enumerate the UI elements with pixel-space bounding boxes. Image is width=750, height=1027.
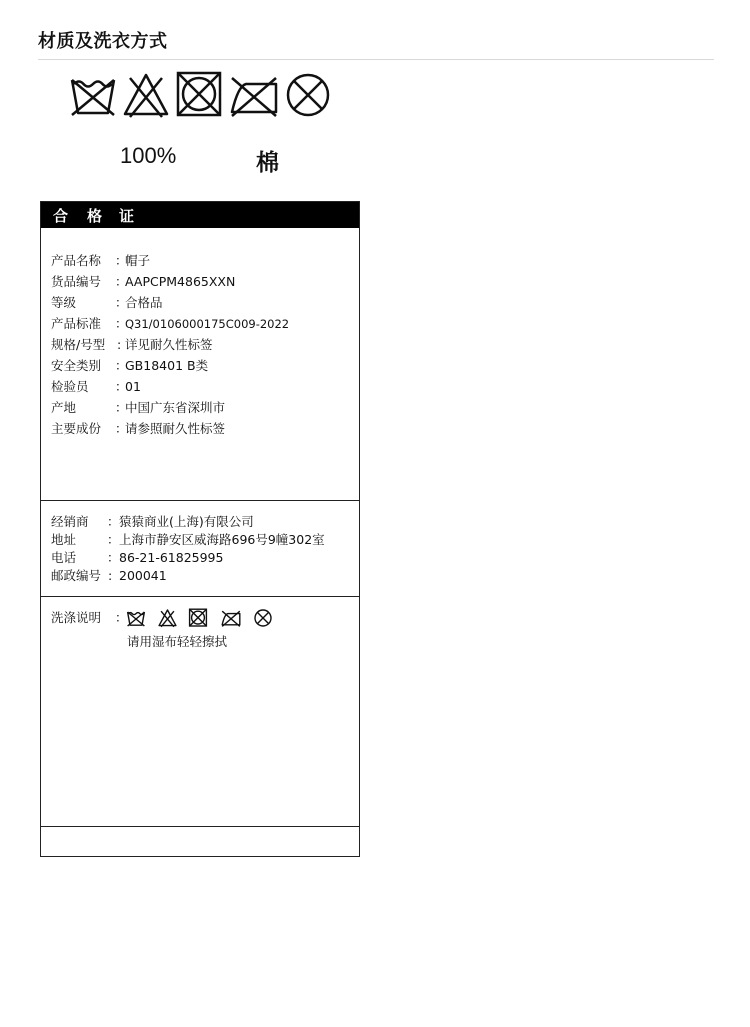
- field-main-composition: 主要成份 ： 请参照耐久性标签: [51, 421, 226, 436]
- field-distributor: 经销商 ： 猿猿商业(上海)有限公司: [51, 514, 254, 529]
- field-origin: 产地 ： 中国广东省深圳市: [51, 400, 226, 415]
- composition-material: 棉: [256, 150, 279, 176]
- section-divider: [41, 596, 359, 597]
- do-not-iron-icon: [228, 70, 280, 120]
- field-item-number: 货品编号 ： AAPCPM4865XXN: [51, 274, 236, 289]
- do-not-bleach-icon: [122, 70, 170, 120]
- do-not-dry-clean-icon: [284, 70, 332, 120]
- header-char-3: 证: [119, 207, 135, 225]
- field-address: 地址 ： 上海市静安区威海路696号9幢302室: [51, 532, 325, 547]
- do-not-dry-clean-icon: [253, 608, 273, 628]
- field-standard: 产品标准 ： Q31/0106000175C009-2022: [51, 316, 290, 331]
- do-not-bleach-icon: [157, 608, 178, 628]
- field-safety-category: 安全类别 ： GB18401 B类: [51, 358, 209, 373]
- field-postal-code: 邮政编号 : 200041: [51, 568, 167, 583]
- do-not-tumble-dry-icon: [175, 70, 223, 120]
- section-title: 材质及洗衣方式: [38, 31, 168, 52]
- do-not-iron-icon: [220, 608, 242, 628]
- field-phone: 电话 ： 86-21-61825995: [51, 550, 224, 565]
- certificate-card: [40, 201, 360, 857]
- field-wash-instructions: 洗涤说明 ：: [51, 610, 128, 625]
- hand-wash-not-allowed-icon: [125, 608, 147, 628]
- certificate-header: [41, 202, 359, 228]
- composition-percent: 100%: [120, 143, 177, 168]
- header-char-1: 合: [53, 207, 69, 225]
- field-product-name: 产品名称 ： 帽子: [51, 253, 151, 268]
- wash-icons-row: [125, 608, 285, 630]
- hand-wash-not-allowed-icon: [68, 70, 118, 120]
- wash-note: 请用湿布轻轻擦拭: [127, 634, 228, 649]
- section-divider: [41, 500, 359, 501]
- care-icons-row: [62, 70, 342, 122]
- footer-divider: [41, 826, 359, 827]
- field-size-spec: 规格/号型 : 详见耐久性标签: [51, 337, 213, 352]
- field-grade: 等级 ： 合格品: [51, 295, 163, 310]
- field-inspector: 检验员 ： 01: [51, 379, 141, 394]
- do-not-tumble-dry-icon: [188, 608, 208, 628]
- header-char-2: 格: [87, 207, 103, 225]
- title-divider: [38, 59, 714, 60]
